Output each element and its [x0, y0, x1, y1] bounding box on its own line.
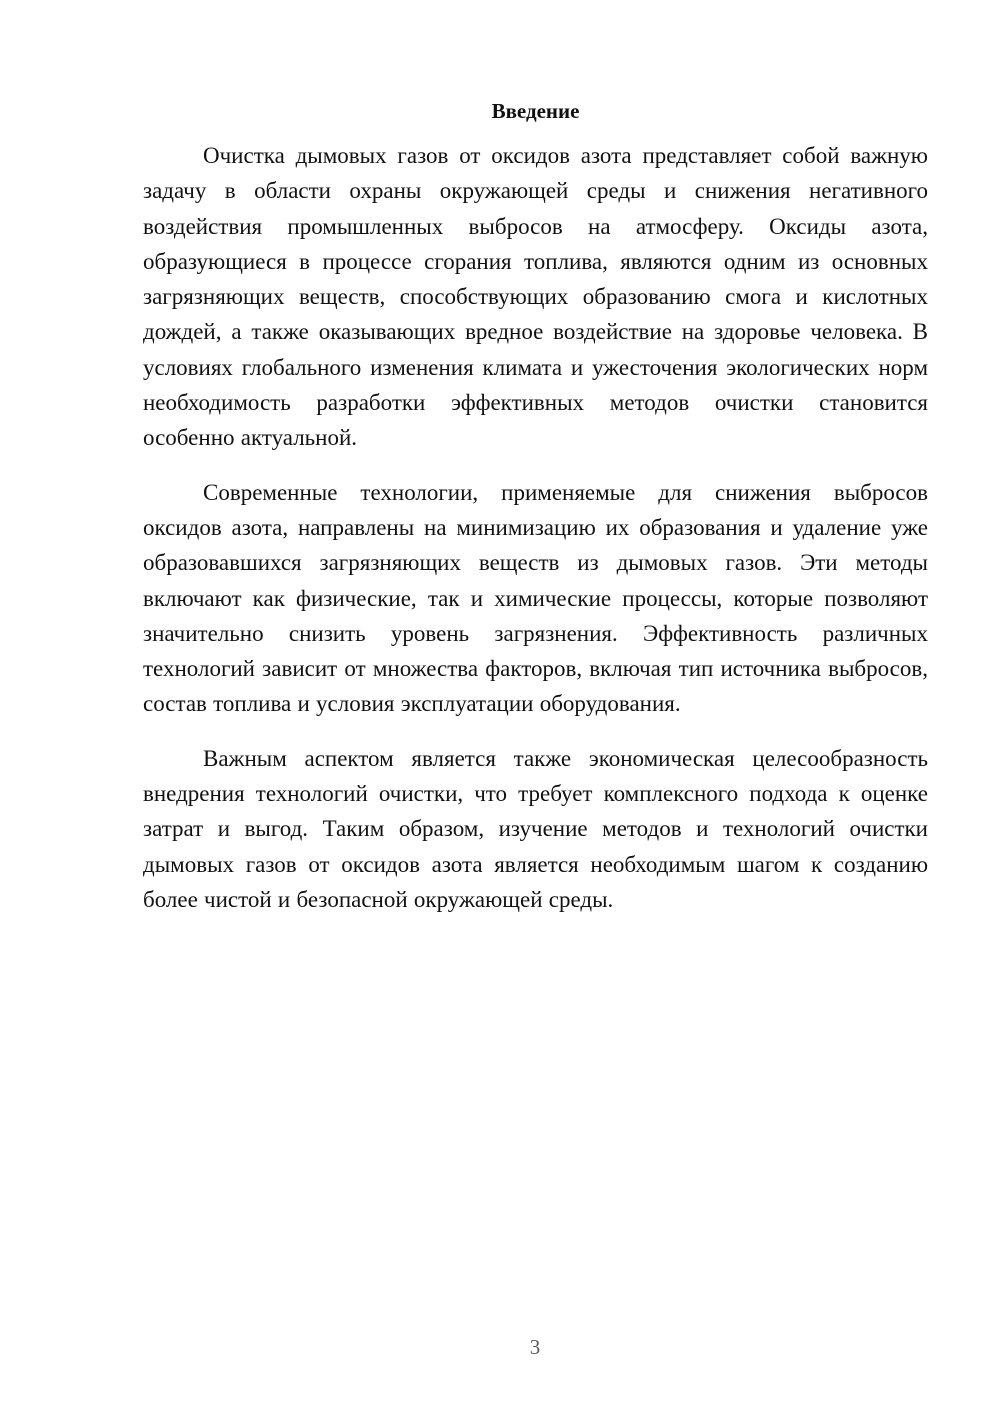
section-heading: Введение: [491, 99, 580, 123]
paragraph-1: Очистка дымовых газов от оксидов азота представляет собой важную задачу в области охраны окружающей среды и снижения негативного воздействия промышленных выбросов на атмосферу. Оксиды азота, образующиеся в процессе сгорания топлива, являются одним из основных загрязняющих веществ, способствующих образованию смога и кислотных дождей, а также оказывающих вредное воздействие на здоровье человека. В условиях глобального изменения климата и ужесточения экологических норм необходимость разработки эффективных методов очистки становится особенно актуальной.: [143, 143, 928, 451]
page-number: 3: [529, 1335, 541, 1359]
paragraph-3: Важным аспектом является также экономическая целесообразность внедрения технологий очистки, что требует комплексного подхода к оценке затрат и выгод. Таким образом, изучение методов и технологий очистки дымовых газов от оксидов азота является необходимым шагом к созданию более чистой и безопасной окружающей среды.: [143, 745, 928, 912]
page-content: [143, 95, 928, 936]
paragraph-2: Современные технологии, применяемые для снижения выбросов оксидов азота, направлены на минимизацию их образования и удаление уже образовавшихся загрязняющих веществ из дымовых газов. Эти методы включают как физические, так и химические процессы, которые позволяют значительно снизить уровень загрязнения. Эффективность различных технологий зависит от множества факторов, включая тип источника выбросов, состав топлива и условия эксплуатации оборудования.: [143, 479, 928, 717]
